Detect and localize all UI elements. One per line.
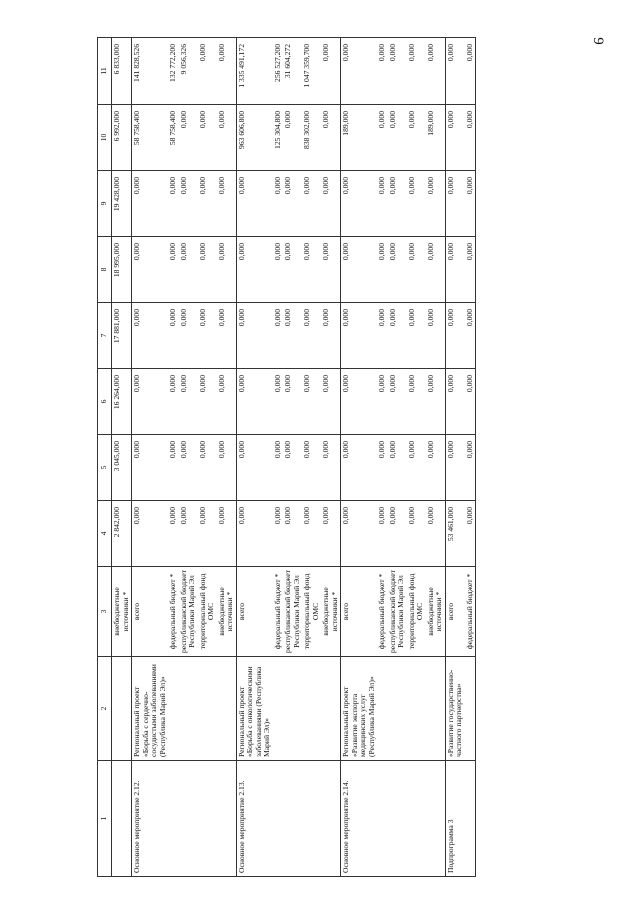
header-cell: 6 — [98, 369, 112, 435]
project-name-cell — [388, 657, 407, 761]
table-row — [132, 38, 169, 877]
value-cell: 0,000 — [283, 171, 302, 237]
funding-source-cell: территориальный фонд ОМС — [302, 567, 321, 657]
value-cell: 0,000 — [445, 237, 465, 303]
value-cell: 0,000 — [198, 105, 217, 171]
header-cell: 4 — [98, 501, 112, 567]
header-cell: 9 — [98, 171, 112, 237]
value-cell: 0,000 — [302, 369, 321, 435]
value-cell: 0,000 — [426, 501, 446, 567]
value-cell: 6 992,000 — [112, 105, 132, 171]
measure-cell — [388, 761, 407, 877]
value-cell: 0,000 — [465, 237, 476, 303]
value-cell: 6 833,000 — [112, 38, 132, 105]
value-cell: 0,000 — [321, 303, 341, 369]
project-name-cell — [377, 657, 388, 761]
value-cell: 16 264,000 — [112, 369, 132, 435]
value-cell: 0,000 — [168, 369, 179, 435]
funding-source-cell: федеральный бюджет * — [273, 567, 284, 657]
value-cell: 0,000 — [273, 303, 284, 369]
funding-source-cell: республиканский бюджет Республики Марий Эл — [388, 567, 407, 657]
value-cell: 9 056,326 — [179, 38, 198, 105]
header-cell: 1 — [98, 761, 112, 877]
value-cell: 189,000 — [341, 105, 378, 171]
funding-source-cell: внебюджетные источники * — [112, 567, 132, 657]
value-cell: 0,000 — [407, 369, 426, 435]
funding-source-cell: всего — [341, 567, 378, 657]
value-cell: 838 302,000 — [302, 105, 321, 171]
header-cell: 5 — [98, 435, 112, 501]
project-name-cell: Региональный проект «Борьба с сердечно-сосудистыми заболеваниями (Республика Марий Эл)» — [132, 657, 169, 761]
table-row — [445, 38, 465, 877]
value-cell: 0,000 — [198, 171, 217, 237]
value-cell: 0,000 — [302, 501, 321, 567]
header-cell: 10 — [98, 105, 112, 171]
measure-cell — [283, 761, 302, 877]
funding-source-cell: республиканский бюджет Республики Марий Эл — [179, 567, 198, 657]
value-cell: 0,000 — [407, 38, 426, 105]
table-header-row — [98, 38, 112, 877]
value-cell: 0,000 — [465, 38, 476, 105]
header-cell: 11 — [98, 38, 112, 105]
value-cell: 0,000 — [465, 171, 476, 237]
value-cell: 0,000 — [445, 171, 465, 237]
value-cell: 0,000 — [388, 303, 407, 369]
project-name-cell — [179, 657, 198, 761]
value-cell: 0,000 — [341, 303, 378, 369]
value-cell: 0,000 — [321, 171, 341, 237]
value-cell: 1 047 359,700 — [302, 38, 321, 105]
value-cell: 58 758,400 — [168, 105, 179, 171]
value-cell: 0,000 — [273, 237, 284, 303]
value-cell: 0,000 — [302, 303, 321, 369]
table-row — [426, 38, 446, 877]
value-cell: 0,000 — [321, 501, 341, 567]
measure-cell: Подпрограмма 3 — [445, 761, 465, 877]
value-cell: 0,000 — [465, 369, 476, 435]
value-cell: 0,000 — [179, 105, 198, 171]
project-name-cell: Региональный проект «Развитие экспорта медицинских услуг (Республика Марий Эл)» — [341, 657, 378, 761]
value-cell: 0,000 — [377, 369, 388, 435]
value-cell: 0,000 — [217, 105, 237, 171]
funding-source-cell: всего — [236, 567, 273, 657]
value-cell: 0,000 — [407, 105, 426, 171]
project-name-cell — [465, 657, 476, 761]
value-cell: 0,000 — [302, 171, 321, 237]
funding-source-cell: федеральный бюджет * — [168, 567, 179, 657]
value-cell: 0,000 — [321, 105, 341, 171]
project-name-cell — [302, 657, 321, 761]
value-cell: 0,000 — [283, 303, 302, 369]
value-cell: 0,000 — [236, 237, 273, 303]
value-cell: 0,000 — [198, 501, 217, 567]
value-cell: 0,000 — [388, 501, 407, 567]
page-number: 9 — [590, 37, 606, 45]
value-cell: 0,000 — [445, 435, 465, 501]
value-cell: 0,000 — [377, 303, 388, 369]
header-cell: 7 — [98, 303, 112, 369]
value-cell: 0,000 — [168, 501, 179, 567]
funding-source-cell: федеральный бюджет * — [377, 567, 388, 657]
value-cell: 0,000 — [236, 435, 273, 501]
value-cell: 0,000 — [388, 435, 407, 501]
header-cell: 3 — [98, 567, 112, 657]
value-cell: 0,000 — [132, 501, 169, 567]
value-cell: 2 842,000 — [112, 501, 132, 567]
measure-cell — [273, 761, 284, 877]
value-cell: 0,000 — [198, 303, 217, 369]
value-cell: 19 428,000 — [112, 171, 132, 237]
value-cell: 0,000 — [132, 237, 169, 303]
table-row — [321, 38, 341, 877]
table-row — [341, 38, 378, 877]
value-cell: 0,000 — [236, 501, 273, 567]
value-cell: 0,000 — [198, 237, 217, 303]
measure-cell — [377, 761, 388, 877]
table-row — [407, 38, 426, 877]
value-cell: 141 828,526 — [132, 38, 169, 105]
value-cell: 0,000 — [377, 501, 388, 567]
value-cell: 0,000 — [388, 38, 407, 105]
value-cell: 0,000 — [388, 171, 407, 237]
value-cell: 0,000 — [445, 303, 465, 369]
value-cell: 0,000 — [179, 237, 198, 303]
measure-cell — [426, 761, 446, 877]
value-cell: 0,000 — [217, 237, 237, 303]
value-cell: 0,000 — [168, 237, 179, 303]
value-cell: 0,000 — [302, 237, 321, 303]
value-cell: 0,000 — [321, 435, 341, 501]
value-cell: 0,000 — [283, 237, 302, 303]
value-cell: 0,000 — [377, 38, 388, 105]
value-cell: 0,000 — [198, 435, 217, 501]
value-cell: 0,000 — [273, 501, 284, 567]
measure-cell — [321, 761, 341, 877]
value-cell: 0,000 — [217, 303, 237, 369]
table-row — [112, 38, 132, 877]
project-name-cell — [112, 657, 132, 761]
value-cell: 0,000 — [388, 237, 407, 303]
value-cell: 189,000 — [426, 105, 446, 171]
value-cell: 0,000 — [426, 369, 446, 435]
value-cell: 0,000 — [236, 171, 273, 237]
value-cell: 0,000 — [377, 171, 388, 237]
project-name-cell — [321, 657, 341, 761]
measure-cell: Основное мероприятие 2.14. — [341, 761, 378, 877]
measure-cell — [407, 761, 426, 877]
value-cell: 0,000 — [179, 501, 198, 567]
value-cell: 0,000 — [302, 435, 321, 501]
value-cell: 0,000 — [198, 369, 217, 435]
table-row — [236, 38, 273, 877]
value-cell: 53 461,000 — [445, 501, 465, 567]
value-cell: 0,000 — [283, 105, 302, 171]
value-cell: 0,000 — [198, 38, 217, 105]
value-cell: 0,000 — [377, 105, 388, 171]
value-cell: 132 772,200 — [168, 38, 179, 105]
value-cell: 0,000 — [132, 171, 169, 237]
value-cell: 0,000 — [217, 38, 237, 105]
value-cell: 0,000 — [388, 369, 407, 435]
value-cell: 0,000 — [407, 237, 426, 303]
measure-cell — [465, 761, 476, 877]
funding-source-cell: внебюджетные источники * — [426, 567, 446, 657]
value-cell: 0,000 — [445, 369, 465, 435]
value-cell: 0,000 — [341, 435, 378, 501]
value-cell: 0,000 — [273, 171, 284, 237]
value-cell: 0,000 — [465, 105, 476, 171]
measure-cell: Основное мероприятие 2.13. — [236, 761, 273, 877]
rotated-table-wrapper — [97, 38, 524, 877]
value-cell: 0,000 — [407, 435, 426, 501]
value-cell: 0,000 — [341, 237, 378, 303]
project-name-cell — [217, 657, 237, 761]
header-cell: 2 — [98, 657, 112, 761]
measure-cell — [302, 761, 321, 877]
value-cell: 0,000 — [341, 501, 378, 567]
table-row — [179, 38, 198, 877]
measure-cell — [198, 761, 217, 877]
value-cell: 0,000 — [179, 369, 198, 435]
value-cell: 0,000 — [465, 435, 476, 501]
value-cell: 0,000 — [426, 303, 446, 369]
table-row — [217, 38, 237, 877]
value-cell: 0,000 — [407, 171, 426, 237]
project-name-cell — [198, 657, 217, 761]
value-cell: 0,000 — [426, 435, 446, 501]
value-cell: 0,000 — [465, 501, 476, 567]
value-cell: 0,000 — [321, 369, 341, 435]
project-name-cell — [426, 657, 446, 761]
value-cell: 0,000 — [168, 171, 179, 237]
value-cell: 0,000 — [217, 369, 237, 435]
budget-table — [97, 37, 476, 877]
funding-source-cell: республиканский бюджет Республики Марий Эл — [283, 567, 302, 657]
project-name-cell: Региональный проект «Борьба с онкологическими заболеваниями (Республика Марий Эл)» — [236, 657, 273, 761]
value-cell: 0,000 — [179, 435, 198, 501]
value-cell: 0,000 — [341, 171, 378, 237]
table-row — [388, 38, 407, 877]
project-name-cell — [407, 657, 426, 761]
funding-source-cell: федеральный бюджет * — [465, 567, 476, 657]
value-cell: 0,000 — [465, 303, 476, 369]
project-name-cell — [283, 657, 302, 761]
value-cell: 0,000 — [132, 303, 169, 369]
funding-source-cell: территориальный фонд ОМС — [198, 567, 217, 657]
funding-source-cell: внебюджетные источники * — [217, 567, 237, 657]
project-name-cell: «Развитие государственно-частного партнерства» — [445, 657, 465, 761]
value-cell: 0,000 — [321, 38, 341, 105]
funding-source-cell: всего — [132, 567, 169, 657]
measure-cell — [217, 761, 237, 877]
table-row — [302, 38, 321, 877]
value-cell: 0,000 — [407, 501, 426, 567]
table-row — [283, 38, 302, 877]
value-cell: 0,000 — [388, 105, 407, 171]
value-cell: 963 606,800 — [236, 105, 273, 171]
value-cell: 0,000 — [236, 369, 273, 435]
table-row — [168, 38, 179, 877]
table-row — [273, 38, 284, 877]
value-cell: 0,000 — [341, 369, 378, 435]
value-cell: 0,000 — [273, 435, 284, 501]
value-cell: 0,000 — [341, 38, 378, 105]
value-cell: 0,000 — [132, 435, 169, 501]
project-name-cell — [273, 657, 284, 761]
value-cell: 0,000 — [426, 38, 446, 105]
value-cell: 17 881,000 — [112, 303, 132, 369]
value-cell: 0,000 — [179, 171, 198, 237]
header-cell: 8 — [98, 237, 112, 303]
value-cell: 0,000 — [426, 171, 446, 237]
value-cell: 125 304,800 — [273, 105, 284, 171]
value-cell: 0,000 — [283, 501, 302, 567]
table-row — [465, 38, 476, 877]
value-cell: 0,000 — [236, 303, 273, 369]
value-cell: 0,000 — [217, 435, 237, 501]
value-cell: 3 045,000 — [112, 435, 132, 501]
value-cell: 0,000 — [217, 171, 237, 237]
value-cell: 0,000 — [132, 369, 169, 435]
value-cell: 0,000 — [445, 105, 465, 171]
value-cell: 0,000 — [426, 237, 446, 303]
value-cell: 31 604,272 — [283, 38, 302, 105]
value-cell: 0,000 — [283, 369, 302, 435]
value-cell: 256 527,200 — [273, 38, 284, 105]
value-cell: 0,000 — [377, 435, 388, 501]
value-cell: 0,000 — [321, 237, 341, 303]
measure-cell: Основное мероприятие 2.12. — [132, 761, 169, 877]
table-row — [198, 38, 217, 877]
value-cell: 0,000 — [168, 435, 179, 501]
funding-source-cell: всего — [445, 567, 465, 657]
value-cell: 0,000 — [445, 38, 465, 105]
funding-source-cell: внебюджетные источники * — [321, 567, 341, 657]
value-cell: 18 995,000 — [112, 237, 132, 303]
value-cell: 0,000 — [283, 435, 302, 501]
funding-source-cell: территориальный фонд ОМС — [407, 567, 426, 657]
project-name-cell — [168, 657, 179, 761]
value-cell: 0,000 — [273, 369, 284, 435]
measure-cell — [168, 761, 179, 877]
value-cell: 0,000 — [377, 237, 388, 303]
value-cell: 58 758,400 — [132, 105, 169, 171]
value-cell: 1 335 491,172 — [236, 38, 273, 105]
value-cell: 0,000 — [179, 303, 198, 369]
value-cell: 0,000 — [168, 303, 179, 369]
value-cell: 0,000 — [217, 501, 237, 567]
table-row — [377, 38, 388, 877]
value-cell: 0,000 — [407, 303, 426, 369]
measure-cell — [179, 761, 198, 877]
measure-cell — [112, 761, 132, 877]
